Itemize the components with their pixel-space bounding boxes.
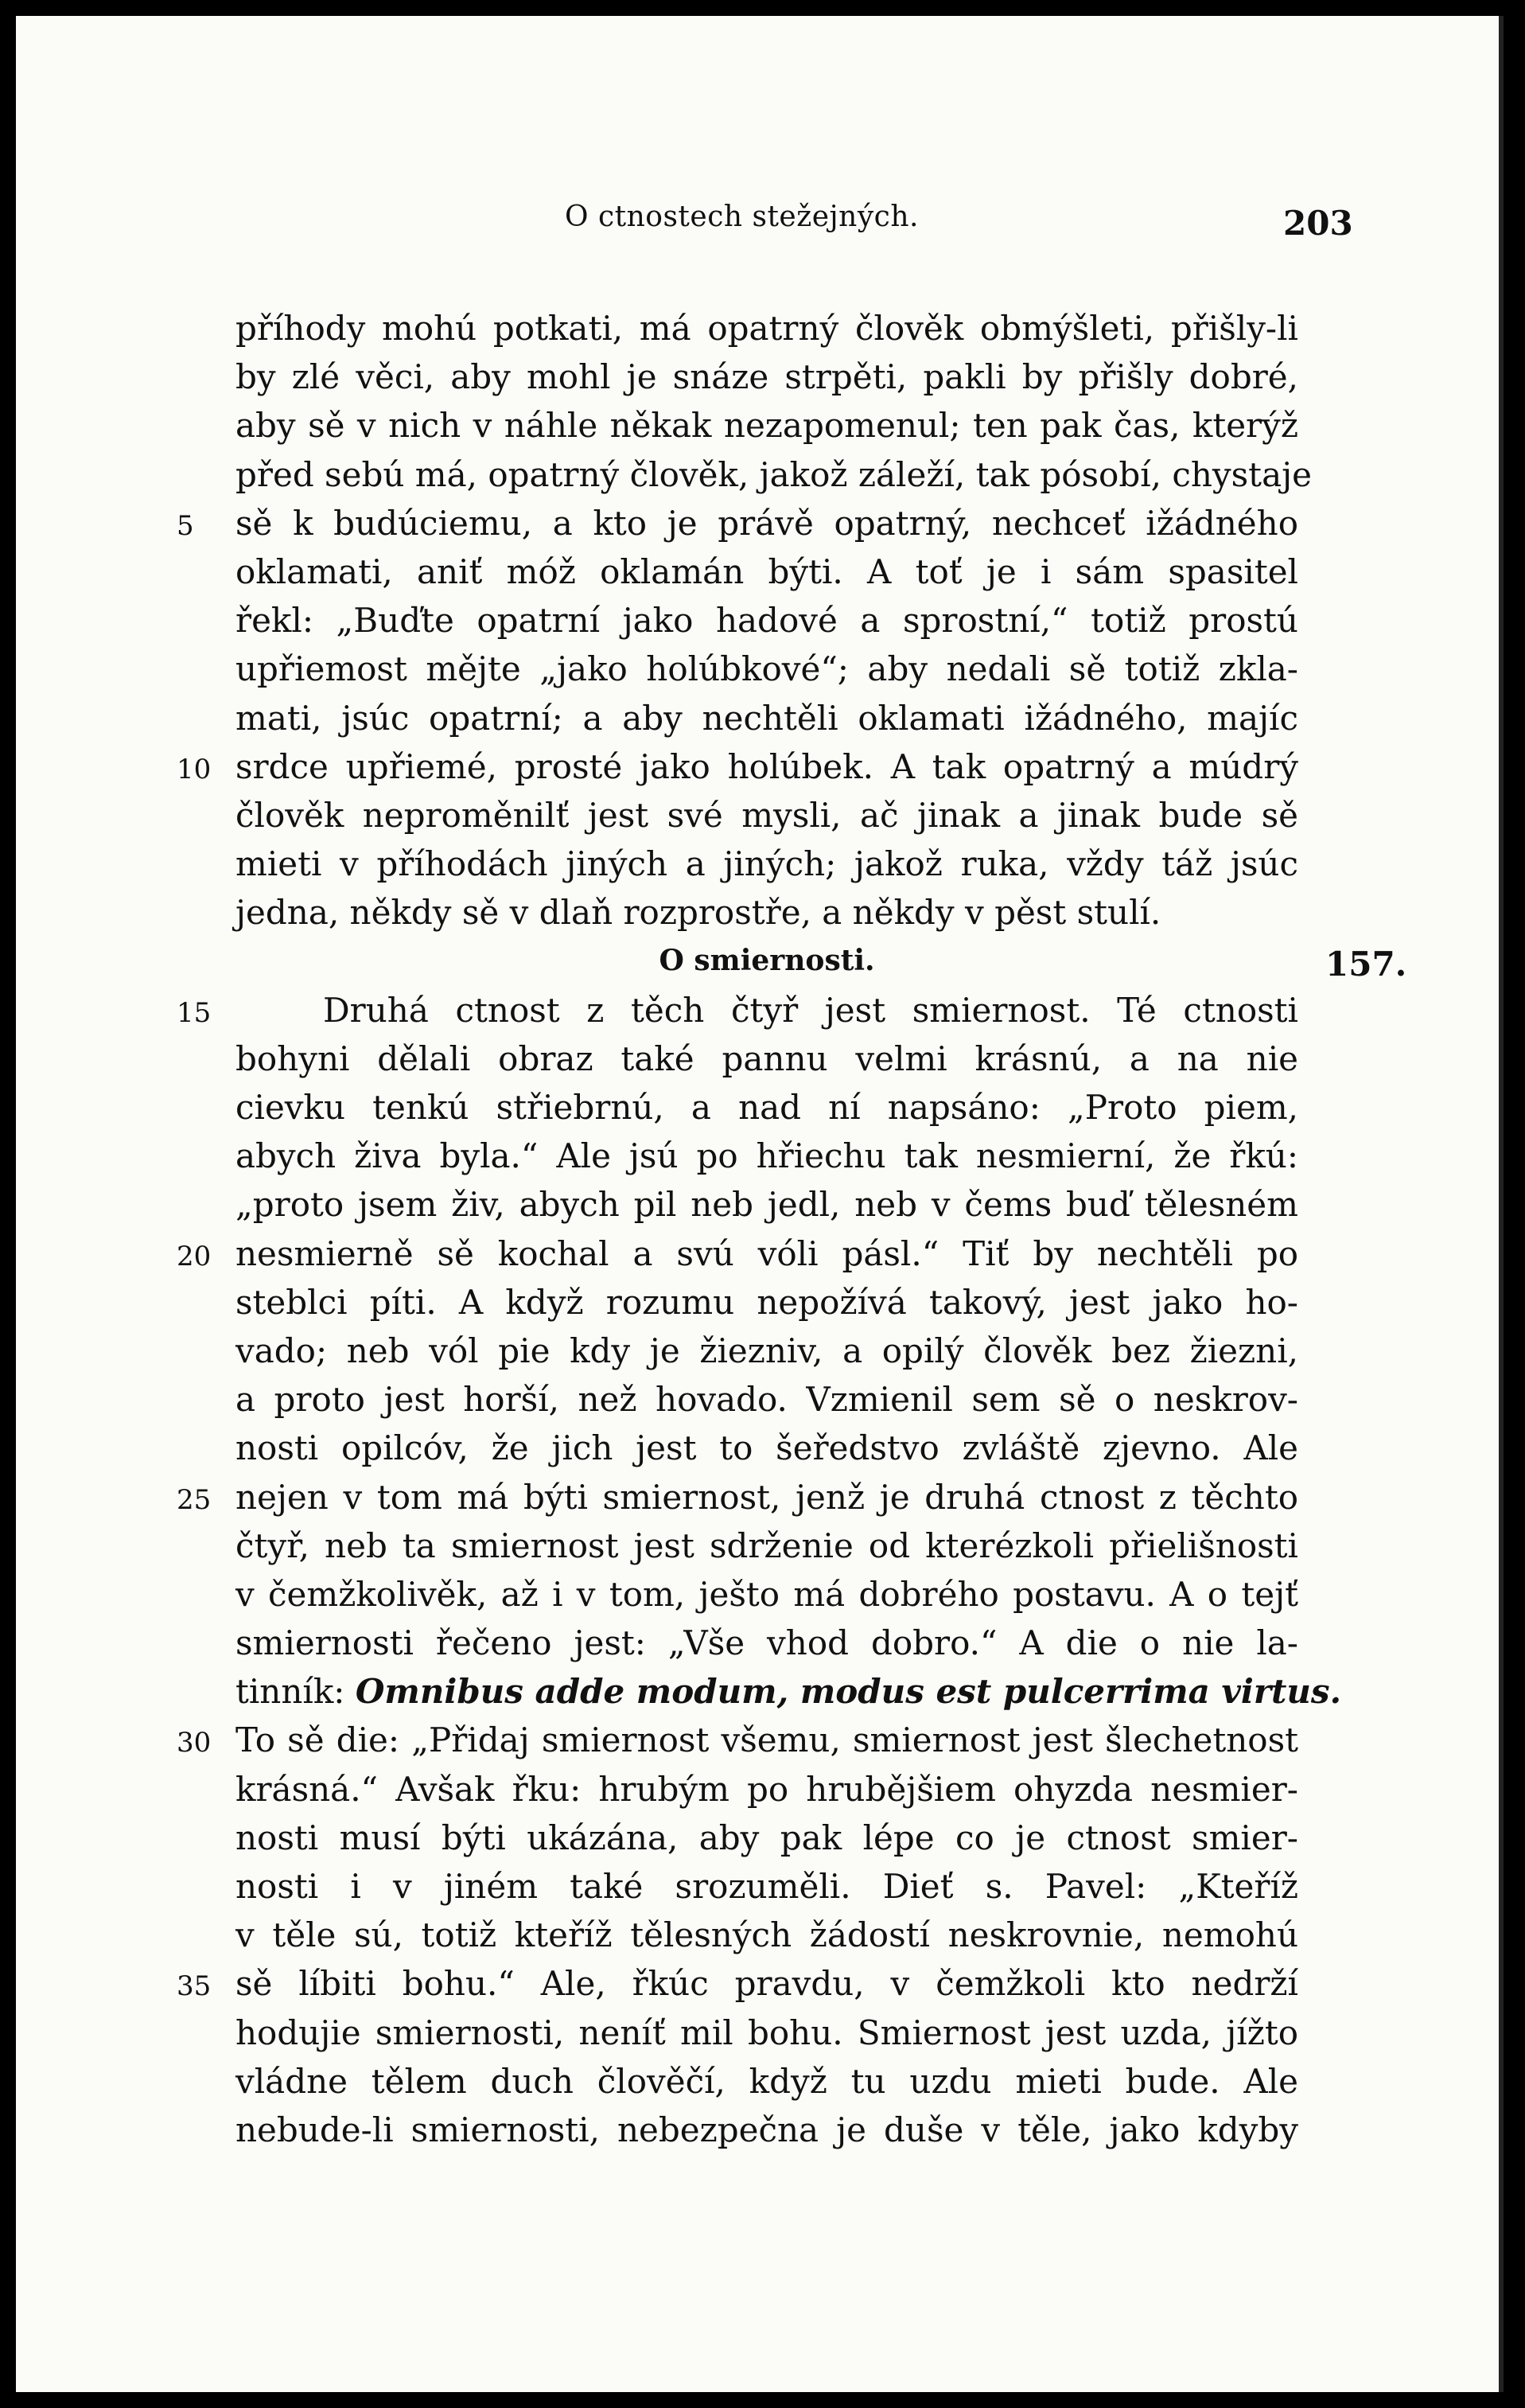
text-line: „proto jsem živ, abych pil neb jedl, neb v čems buď tělesném <box>235 1185 1298 1225</box>
text-line: nebude-li smiernosti, nebezpečna je duše v těle, jako kdyby <box>235 2110 1298 2149</box>
text-line-block <box>177 1716 1298 1764</box>
text-line: před sebú má, opatrný člověk, jakož záleží, tak pósobí, chystaje <box>235 454 1312 494</box>
text-line: nesmierně sě kochal a svú vóli pásl.“ Tiť by nechtěli po <box>235 1233 1298 1273</box>
text-line: a proto jest horší, než hovado. Vzmienil sem sě o neskrov- <box>235 1380 1298 1420</box>
body-text <box>177 304 1407 2154</box>
text-line: nosti musí býti ukázána, aby pak lépe co je ctnost smier- <box>235 1818 1298 1857</box>
text-line: řekl: „Buďte opatrní jako hadové a sprostní,“ totiž prostú <box>235 601 1298 641</box>
text-line: cievku tenkú střiebrnú, a nad ní napsáno: „Proto piem, <box>235 1088 1298 1127</box>
margin-number: 157. <box>1325 945 1407 984</box>
text-line-block <box>177 1473 1298 1522</box>
text-line: nosti opilcóv, že jich jest to šeředstvo zvláště zjevno. Ale <box>235 1428 1298 1468</box>
text-line-block <box>177 499 1298 547</box>
text-line-block <box>177 742 1298 791</box>
text-line: by zlé věci, aby mohl je snáze strpěti, pakli by přišly dobré, <box>235 357 1298 397</box>
section-heading: O smiernosti. <box>659 944 875 978</box>
text-line: abych živa byla.“ Ale jsú po hřiechu tak nesmierní, že řkú: <box>235 1136 1298 1176</box>
text-line-block <box>177 1229 1298 1278</box>
book-page <box>16 16 1504 2392</box>
text-line: smiernosti řečeno jest: „Vše vhod dobro.“ A die o nie la- <box>235 1623 1298 1663</box>
text-line-block <box>235 1667 1342 1716</box>
line-number: 25 <box>177 1483 212 1516</box>
line-number: 15 <box>177 996 212 1029</box>
line-number: 5 <box>177 509 194 542</box>
text-line-block <box>177 1959 1298 2008</box>
text-line: upřiemost mějte „jako holúbkové“; aby nedali sě totiž zkla- <box>235 649 1298 689</box>
latin-quote: Omnibus adde modum, modus est pulcerrima virtus. <box>355 1672 1342 1712</box>
text-line: sě k budúciemu, a kto je právě opatrný, nechceť ižádného <box>235 503 1298 543</box>
text-line: v těle sú, totiž kteříž tělesných žádostí neskrovnie, nemohú <box>235 1915 1298 1955</box>
line-number: 10 <box>177 753 212 785</box>
text-line: mieti v příhodách jiných a jiných; jakož ruka, vždy táž jsúc <box>235 844 1298 884</box>
text-line: tinník: <box>235 1672 345 1712</box>
text-line: steblci píti. A když rozumu nepožívá takový, jest jako ho- <box>235 1282 1298 1322</box>
text-line: sě líbiti bohu.“ Ale, řkúc pravdu, v čemžkoli kto nedrží <box>235 1964 1298 2004</box>
text-line: čtyř, neb ta smiernost jest sdrženie od kterézkoli přielišnosti <box>235 1525 1298 1565</box>
page-number: 203 <box>1283 204 1353 243</box>
text-line-block <box>177 986 1298 1035</box>
line-number: 35 <box>177 1970 212 2003</box>
text-line: oklamati, aniť móž oklamán býti. A toť je i sám spasitel <box>235 551 1298 591</box>
text-line: srdce upřiemé, prosté jako holúbek. A tak opatrný a múdrý <box>235 746 1298 786</box>
text-line: Druhá ctnost z těch čtyř jest smiernost. Té ctnosti <box>323 990 1298 1030</box>
section-heading-line <box>235 937 1407 985</box>
text-line: člověk neproměnilť jest své mysli, ač jinak a jinak bude sě <box>235 795 1298 835</box>
text-line: vado; neb vól pie kdy je žiezniv, a opilý člověk bez žiezni, <box>235 1331 1298 1370</box>
text-line: jedna, někdy sě v dlaň rozprostře, a někdy v pěst stulí. <box>235 893 1161 933</box>
text-line: hodujie smiernosti, neníť mil bohu. Smiernost jest uzda, jížto <box>235 2013 1298 2052</box>
line-number: 20 <box>177 1240 212 1272</box>
text-line: krásná.“ Avšak řku: hrubým po hrubějšiem ohyzda nesmier- <box>235 1769 1298 1809</box>
line-number: 30 <box>177 1727 212 1759</box>
text-line: příhody mohú potkati, má opatrný člověk obmýšleti, přišly-li <box>235 309 1298 348</box>
text-line: v čemžkolivěk, až i v tom, ješto má dobrého postavu. A o tejť <box>235 1574 1298 1614</box>
text-line: nosti i v jiném také srozuměli. Dieť s. Pavel: „Kteříž <box>235 1867 1298 1906</box>
text-line: nejen v tom má býti smiernost, jenž je druhá ctnost z těchto <box>235 1477 1298 1517</box>
text-line: To sě die: „Přidaj smiernost všemu, smiernost jest šlechetnost <box>235 1720 1298 1760</box>
text-line: mati, jsúc opatrní; a aby nechtěli oklamati ižádného, majíc <box>235 698 1298 738</box>
running-header-title: O ctnostech stežejných. <box>565 201 919 233</box>
text-line: aby sě v nich v náhle někak nezapomenul; ten pak čas, kterýž <box>235 406 1298 446</box>
text-line: bohyni dělali obraz také pannu velmi krásnú, a na nie <box>235 1038 1298 1078</box>
text-line: vládne tělem duch člověčí, když tu uzdu mieti bude. Ale <box>235 2061 1298 2101</box>
